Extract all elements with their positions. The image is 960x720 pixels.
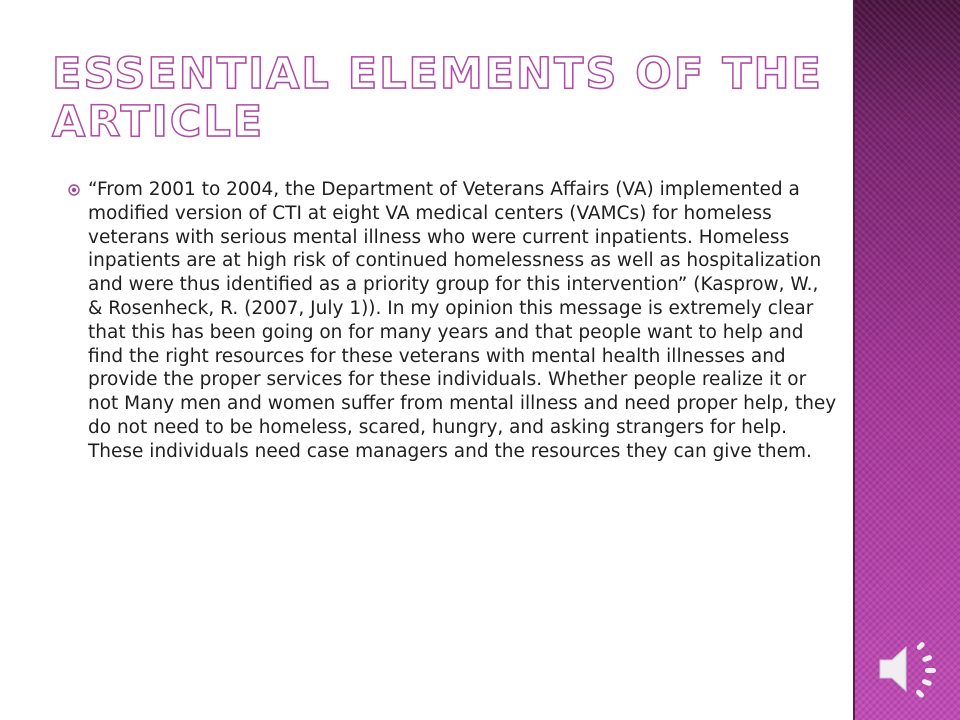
slide-title: ESSENTIAL ELEMENTS OF THE ARTICLE (52, 49, 823, 147)
decorative-side-panel (855, 0, 960, 720)
bullet-text: “From 2001 to 2004, the Department of Veterans Affairs (VA) implemented a modified version of CTI at eight VA medical centers (VAMCs) for homeless veterans with serious mental illness who were current inpatients. Homeless inpatients are at high risk of continued homelessness as well as hospitalization and were thus identified as a priority group for this intervention” (Kasprow, W., & Rosenheck, R. (2007, July 1)). In my opinion this message is extremely clear that this has been going on for many years and that people want to help and find the right resources for these veterans with mental health illnesses and provide the proper services for these individuals. Whether people realize it or not Many men and women suffer from mental illness and need proper help, they do not need to be homeless, scared, hungry, and asking strangers for help. These individuals need case managers and the resources they can give them. (88, 179, 837, 462)
slide-body (68, 178, 838, 464)
circled-dot-bullet-icon (68, 178, 88, 202)
bullet-item (68, 178, 838, 464)
speaker-icon[interactable] (876, 638, 942, 700)
